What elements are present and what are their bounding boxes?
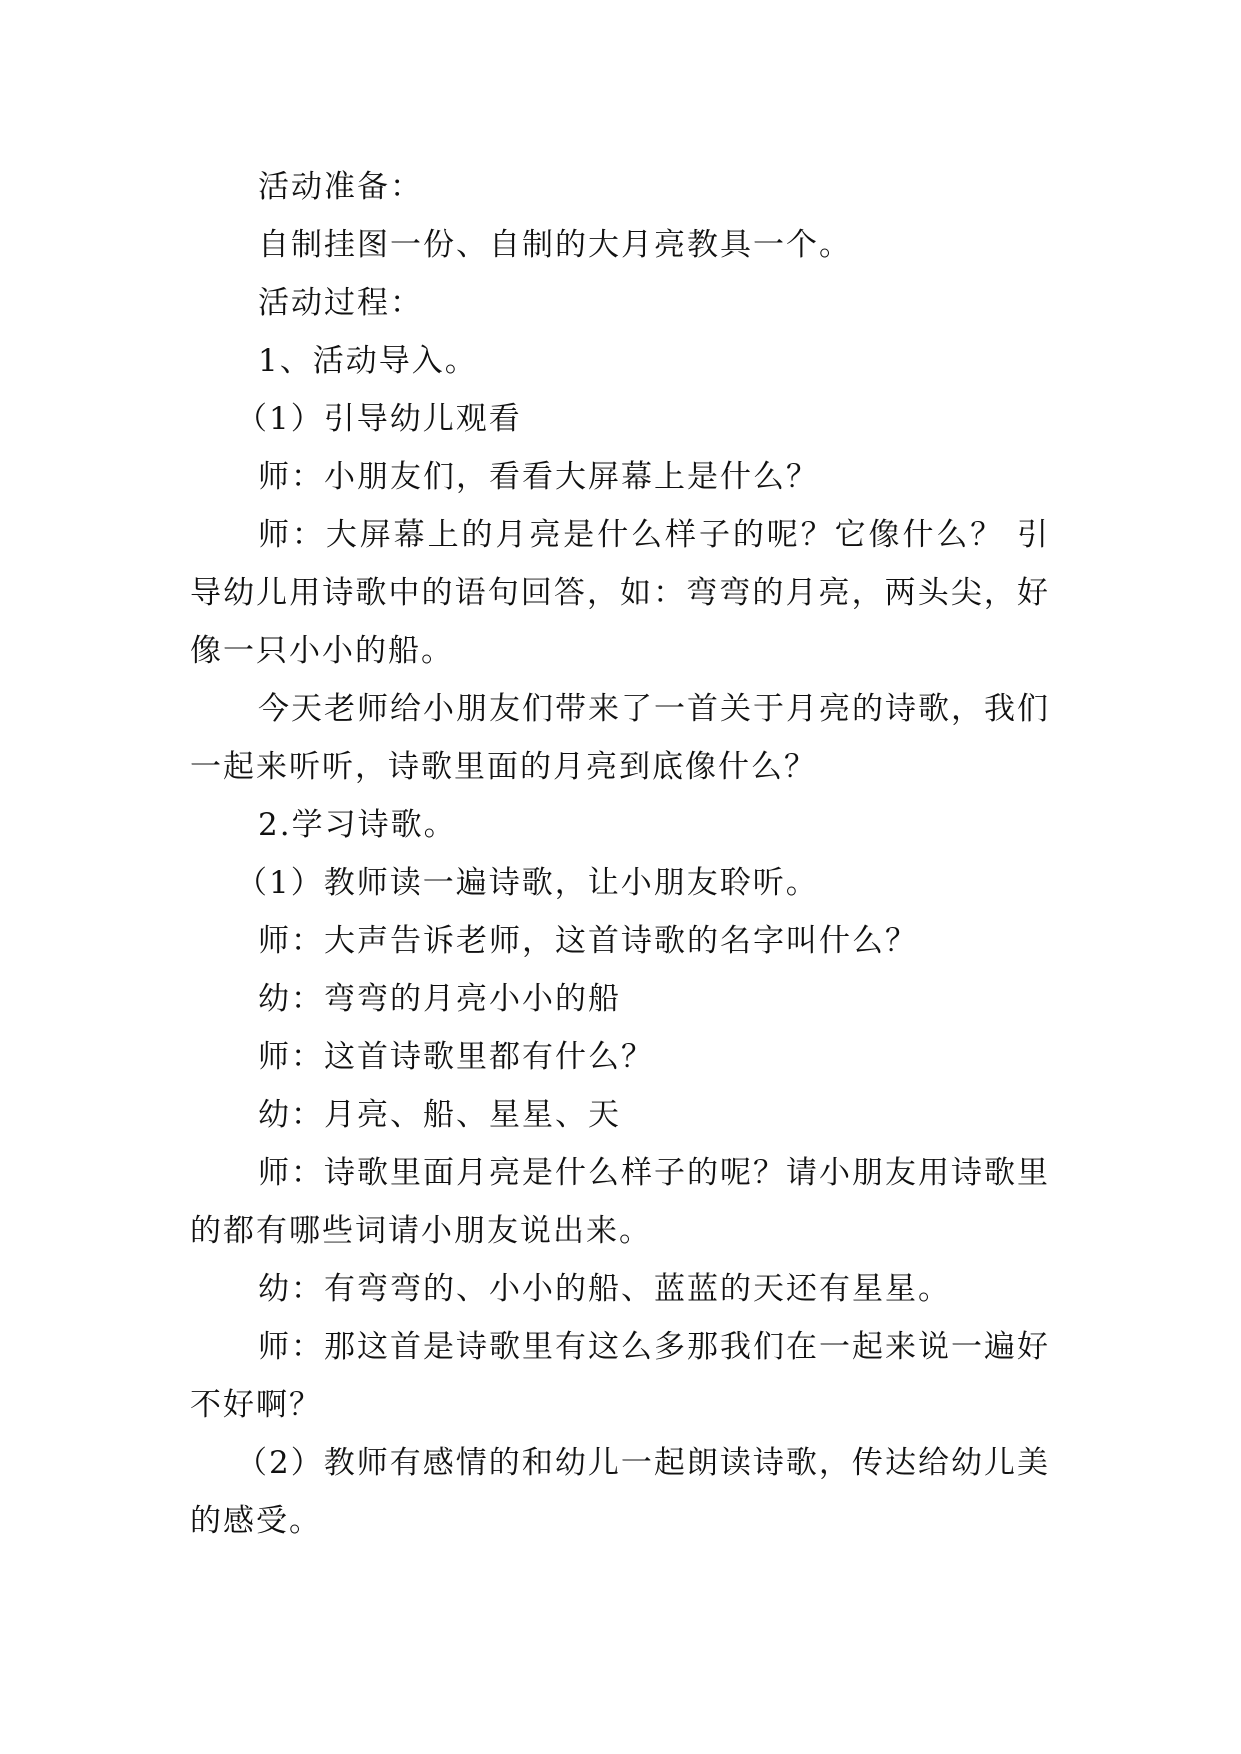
paragraph-step-2: 2.学习诗歌。	[258, 807, 457, 843]
paragraph-step-1: 1、活动导入。	[258, 343, 478, 379]
paragraph-step-2-sub-1: （1）教师读一遍诗歌，让小朋友聆听。	[236, 865, 819, 901]
paragraph-prep-heading: 活动准备：	[258, 169, 423, 205]
paragraph-dialogue: 幼：月亮、船、星星、天	[258, 1097, 621, 1133]
paragraph-step-1-sub-1: （1）引导幼儿观看	[236, 401, 522, 437]
paragraph-prep-materials: 自制挂图一份、自制的大月亮教具一个。	[258, 227, 852, 263]
paragraph-dialogue: 师：诗歌里面月亮是什么样子的呢？请小朋友用诗歌里的都有哪些词请小朋友说出来。	[190, 1155, 1050, 1249]
paragraph-process-heading: 活动过程：	[258, 285, 423, 321]
paragraph-dialogue: 师：那这首是诗歌里有这么多那我们在一起来说一遍好不好啊？	[190, 1329, 1050, 1423]
paragraph-dialogue: 师：小朋友们，看看大屏幕上是什么？	[258, 459, 819, 495]
document-body	[190, 158, 1050, 1550]
paragraph-dialogue: 幼：弯弯的月亮小小的船	[258, 981, 621, 1017]
paragraph-dialogue: 师：大声告诉老师，这首诗歌的名字叫什么？	[258, 923, 918, 959]
paragraph-dialogue: 师：大屏幕上的月亮是什么样子的呢？它像什么？ 引导幼儿用诗歌中的语句回答，如：弯弯的月亮，两头尖，好像一只小小的船。	[190, 517, 1050, 669]
paragraph-dialogue: 幼：有弯弯的、小小的船、蓝蓝的天还有星星。	[258, 1271, 951, 1307]
paragraph-intro-text: 今天老师给小朋友们带来了一首关于月亮的诗歌，我们一起来听听，诗歌里面的月亮到底像什么？	[190, 691, 1050, 785]
paragraph-dialogue: 师：这首诗歌里都有什么？	[258, 1039, 654, 1075]
paragraph-step-2-sub-2: （2）教师有感情的和幼儿一起朗读诗歌，传达给幼儿美的感受。	[190, 1445, 1050, 1539]
